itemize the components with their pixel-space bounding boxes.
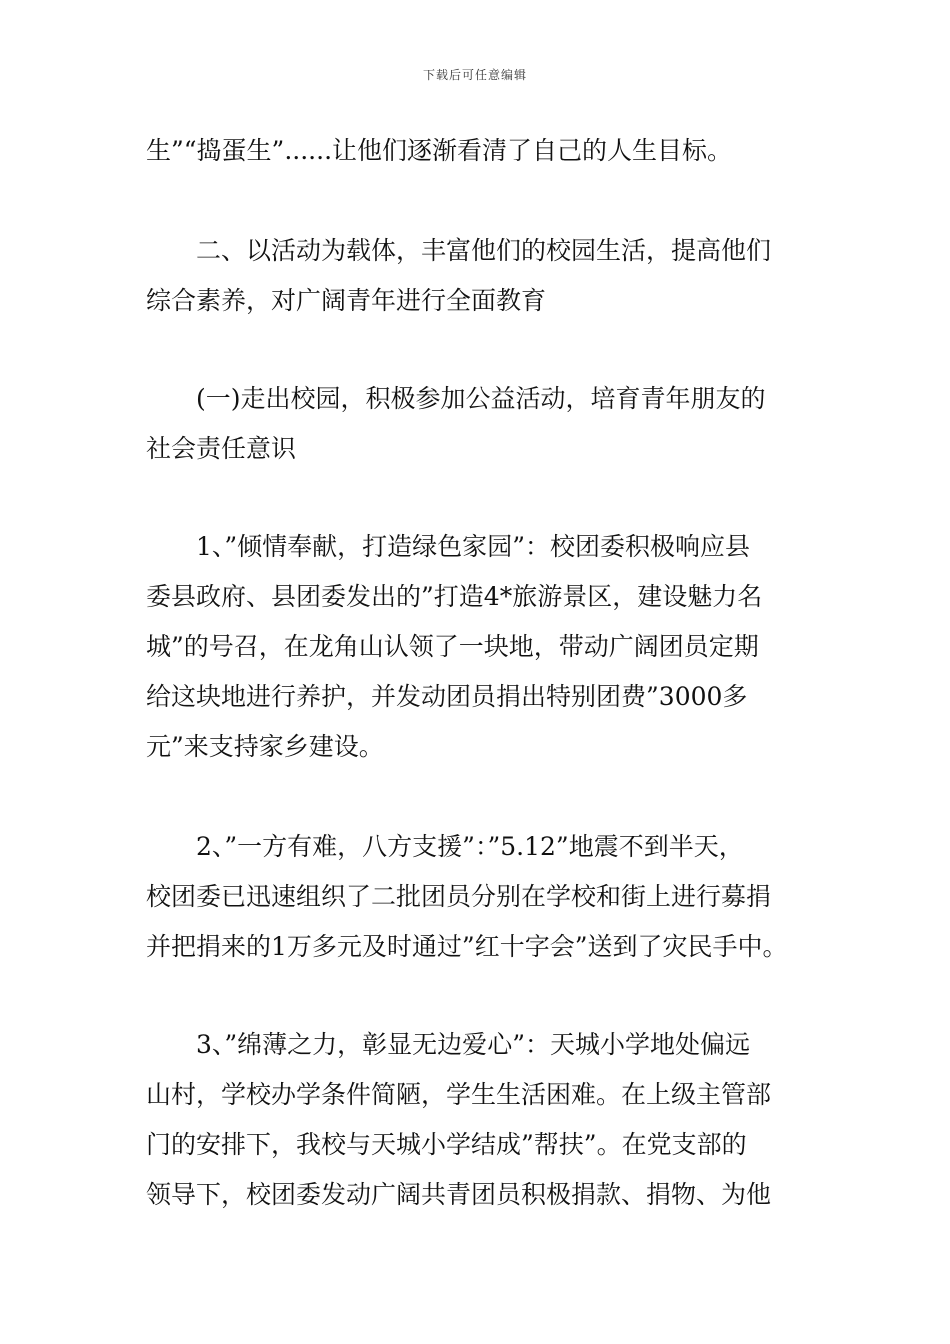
text-line: 门的安排下，我校与天城小学结成”帮扶”。在党支部的 bbox=[146, 1130, 747, 1159]
paragraph-continuation bbox=[146, 126, 816, 176]
paragraph-item-1 bbox=[146, 522, 816, 772]
text-line: 1、”倾情奉献，打造绿色家园”：校团委积极响应县 bbox=[196, 532, 750, 561]
text-line: 社会责任意识 bbox=[146, 434, 297, 463]
text-line: 给这块地进行养护，并发动团员捐出特别团费”3000多 bbox=[146, 682, 748, 711]
page-header: 下载后可任意编辑 bbox=[422, 68, 527, 82]
text-line: 综合素养，对广阔青年进行全面教育 bbox=[146, 286, 547, 315]
text-line: 城”的号召，在龙角山认领了一块地，带动广阔团员定期 bbox=[146, 632, 759, 661]
text-line: 2、”一方有难，八方支援”：”5.12”地震不到半天， bbox=[196, 832, 744, 861]
text-line: (一)走出校园，积极参加公益活动，培育青年朋友的 bbox=[196, 384, 766, 413]
text-line: 校团委已迅速组织了二批团员分别在学校和街上进行募捐 bbox=[146, 882, 772, 911]
text-line: 委县政府、县团委发出的”打造4*旅游景区，建设魅力名 bbox=[146, 582, 763, 611]
paragraph-item-2 bbox=[146, 822, 816, 972]
subsection-heading-1 bbox=[146, 374, 816, 474]
paragraph-item-3 bbox=[146, 1020, 816, 1220]
section-heading-2 bbox=[146, 226, 816, 326]
text-line: 并把捐来的1万多元及时通过”红十字会”送到了灾民手中。 bbox=[146, 932, 788, 961]
text-line: 山村，学校办学条件简陋，学生生活困难。在上级主管部 bbox=[146, 1080, 772, 1109]
text-line: 元”来支持家乡建设。 bbox=[146, 732, 384, 761]
text-line: 领导下，校团委发动广阔共青团员积极捐款、捐物、为他 bbox=[146, 1180, 772, 1209]
text-line: 二、以活动为载体，丰富他们的校园生活，提高他们 bbox=[196, 236, 772, 265]
text-line: 生”“捣蛋生”......让他们逐渐看清了自己的人生目标。 bbox=[146, 136, 733, 165]
text-line: 3、”绵薄之力，彰显无边爱心”：天城小学地处偏远 bbox=[196, 1030, 750, 1059]
